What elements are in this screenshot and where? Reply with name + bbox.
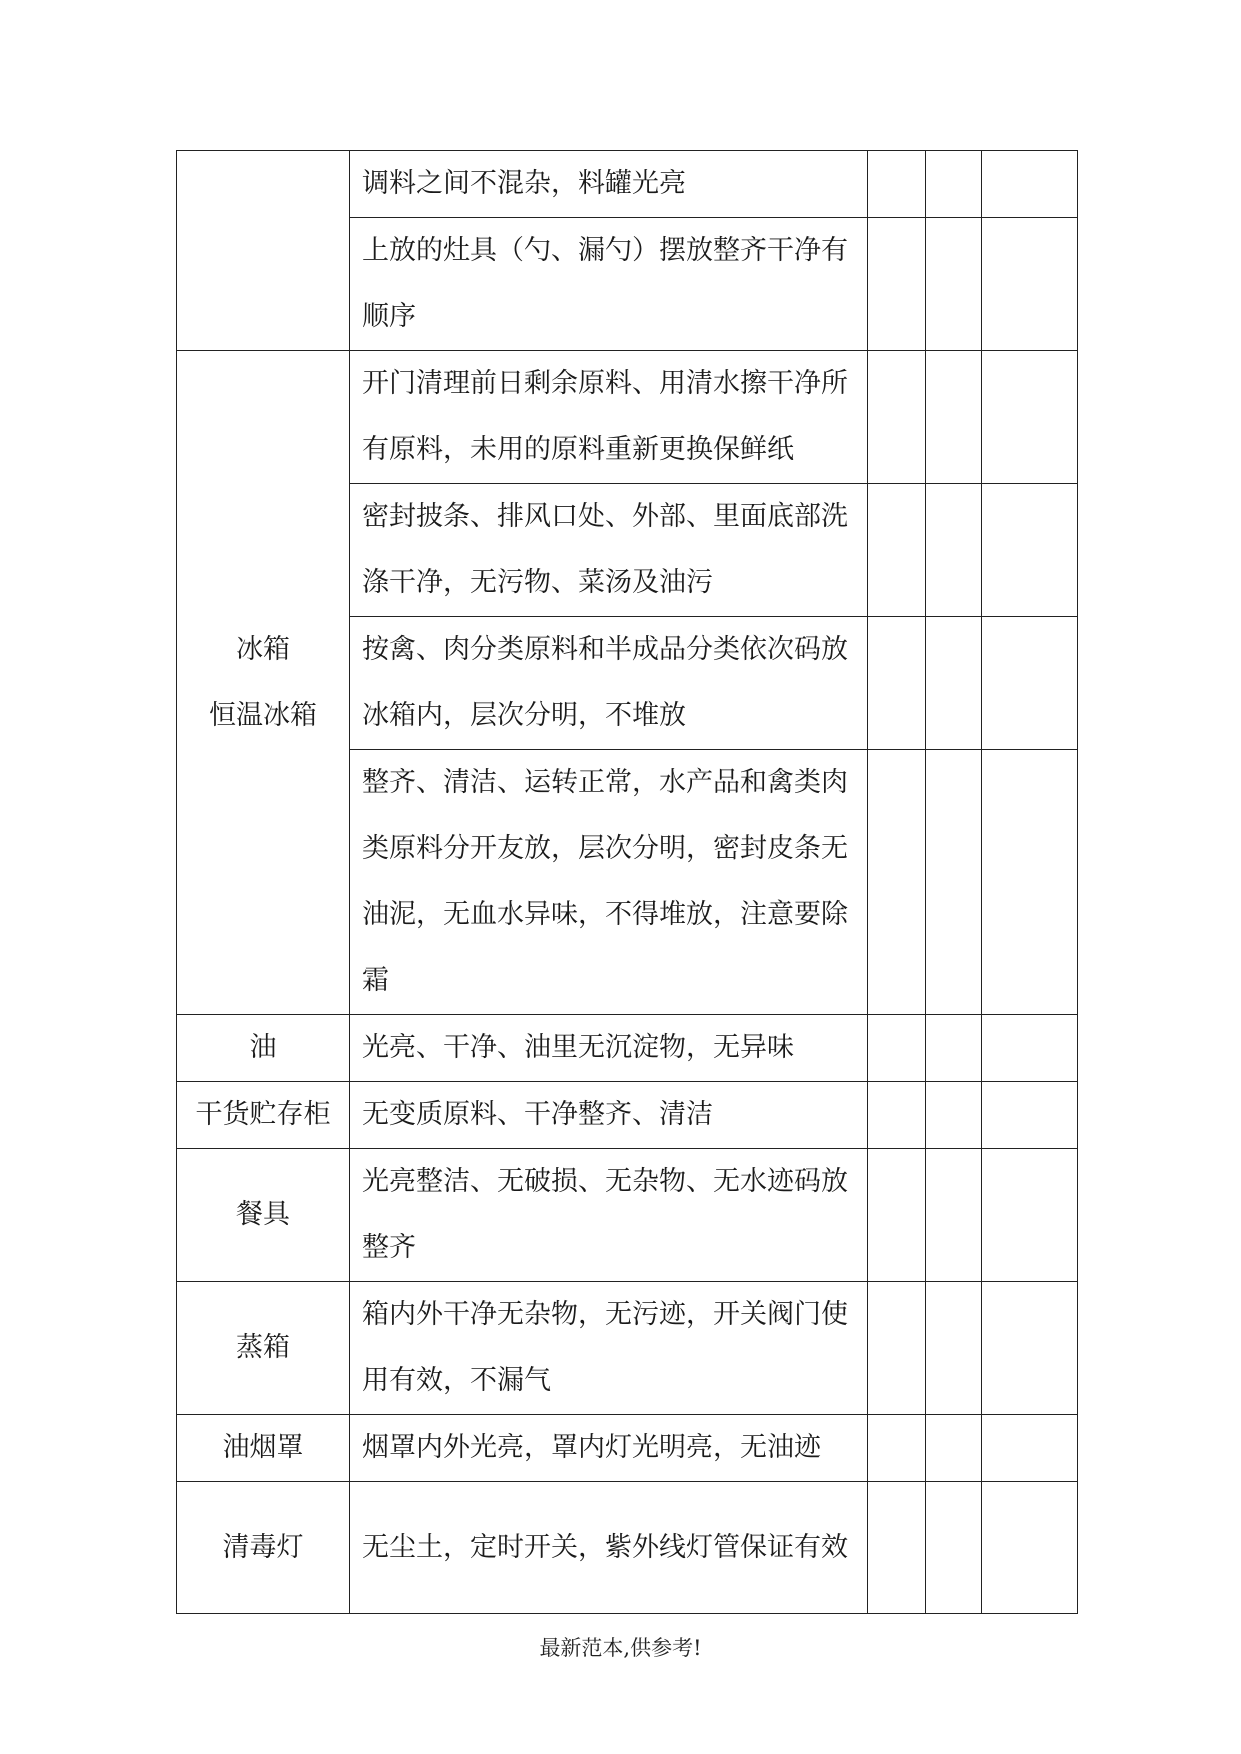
check-cell[interactable]: [982, 151, 1078, 218]
area-cell: 油烟罩: [177, 1415, 350, 1482]
requirement-cell: 光亮、干净、油里无沉淀物，无异味: [350, 1015, 868, 1082]
requirement-cell: 整齐、清洁、运转正常，水产品和禽类肉类原料分开友放，层次分明，密封皮条无油泥，无血水异味，不得堆放，注意要除霜: [350, 750, 868, 1015]
check-cell[interactable]: [982, 750, 1078, 1015]
table-row: [177, 1282, 1078, 1415]
check-cell[interactable]: [926, 218, 982, 351]
check-cell[interactable]: [926, 1149, 982, 1282]
requirement-cell: 开门清理前日剩余原料、用清水擦干净所有原料，未用的原料重新更换保鲜纸: [350, 351, 868, 484]
check-cell[interactable]: [868, 1149, 926, 1282]
table-row: [177, 1482, 1078, 1614]
page-footer: 最新范本,供参考!: [539, 1636, 702, 1660]
table-row: [177, 351, 1078, 484]
check-cell[interactable]: [926, 351, 982, 484]
check-cell[interactable]: [982, 1149, 1078, 1282]
area-label: 冰箱: [236, 633, 290, 665]
check-cell[interactable]: [926, 617, 982, 750]
table-row: [177, 1015, 1078, 1082]
requirement-cell: 光亮整洁、无破损、无杂物、无水迹码放整齐: [350, 1149, 868, 1282]
check-cell[interactable]: [868, 617, 926, 750]
check-cell[interactable]: [868, 1015, 926, 1082]
requirement-cell: 密封披条、排风口处、外部、里面底部洗涤干净，无污物、菜汤及油污: [350, 484, 868, 617]
table-row: [177, 1415, 1078, 1482]
check-cell[interactable]: [982, 1415, 1078, 1482]
check-cell[interactable]: [868, 484, 926, 617]
check-cell[interactable]: [982, 351, 1078, 484]
area-label: 恒温冰箱: [209, 699, 317, 731]
table-row: [177, 1082, 1078, 1149]
check-cell[interactable]: [982, 218, 1078, 351]
check-cell[interactable]: [868, 750, 926, 1015]
check-cell[interactable]: [868, 1082, 926, 1149]
check-cell[interactable]: [926, 1482, 982, 1614]
check-cell[interactable]: [868, 351, 926, 484]
check-cell[interactable]: [868, 1415, 926, 1482]
check-cell[interactable]: [926, 151, 982, 218]
table-row: [177, 151, 1078, 218]
check-cell[interactable]: [926, 1015, 982, 1082]
requirement-cell: 按禽、肉分类原料和半成品分类依次码放冰箱内，层次分明，不堆放: [350, 617, 868, 750]
check-cell[interactable]: [926, 1082, 982, 1149]
check-cell[interactable]: [868, 1282, 926, 1415]
check-cell[interactable]: [868, 1482, 926, 1614]
check-cell[interactable]: [982, 617, 1078, 750]
area-cell: 干货贮存柜: [177, 1082, 350, 1149]
check-cell[interactable]: [868, 218, 926, 351]
check-cell[interactable]: [982, 1482, 1078, 1614]
check-cell[interactable]: [926, 1282, 982, 1415]
area-cell-seasoning: [177, 151, 350, 351]
area-cell: 清毒灯: [177, 1482, 350, 1614]
area-cell: 餐具: [177, 1149, 350, 1282]
requirement-cell: 无尘土，定时开关，紫外线灯管保证有效: [350, 1482, 868, 1614]
requirement-cell: 箱内外干净无杂物，无污迹，开关阀门使用有效，不漏气: [350, 1282, 868, 1415]
check-cell[interactable]: [982, 1282, 1078, 1415]
check-cell[interactable]: [982, 1082, 1078, 1149]
table-row: [177, 1149, 1078, 1282]
inspection-table: [176, 150, 1078, 1614]
check-cell[interactable]: [982, 484, 1078, 617]
check-cell[interactable]: [926, 1415, 982, 1482]
area-cell: 油: [177, 1015, 350, 1082]
area-cell: 蒸箱: [177, 1282, 350, 1415]
check-cell[interactable]: [926, 750, 982, 1015]
check-cell[interactable]: [926, 484, 982, 617]
requirement-cell: 无变质原料、干净整齐、清洁: [350, 1082, 868, 1149]
requirement-cell: 调料之间不混杂，料罐光亮: [350, 151, 868, 218]
check-cell[interactable]: [982, 1015, 1078, 1082]
check-cell[interactable]: [868, 151, 926, 218]
requirement-cell: 烟罩内外光亮，罩内灯光明亮，无油迹: [350, 1415, 868, 1482]
requirement-cell: 上放的灶具（勺、漏勺）摆放整齐干净有顺序: [350, 218, 868, 351]
area-cell-fridge: [177, 351, 350, 1015]
